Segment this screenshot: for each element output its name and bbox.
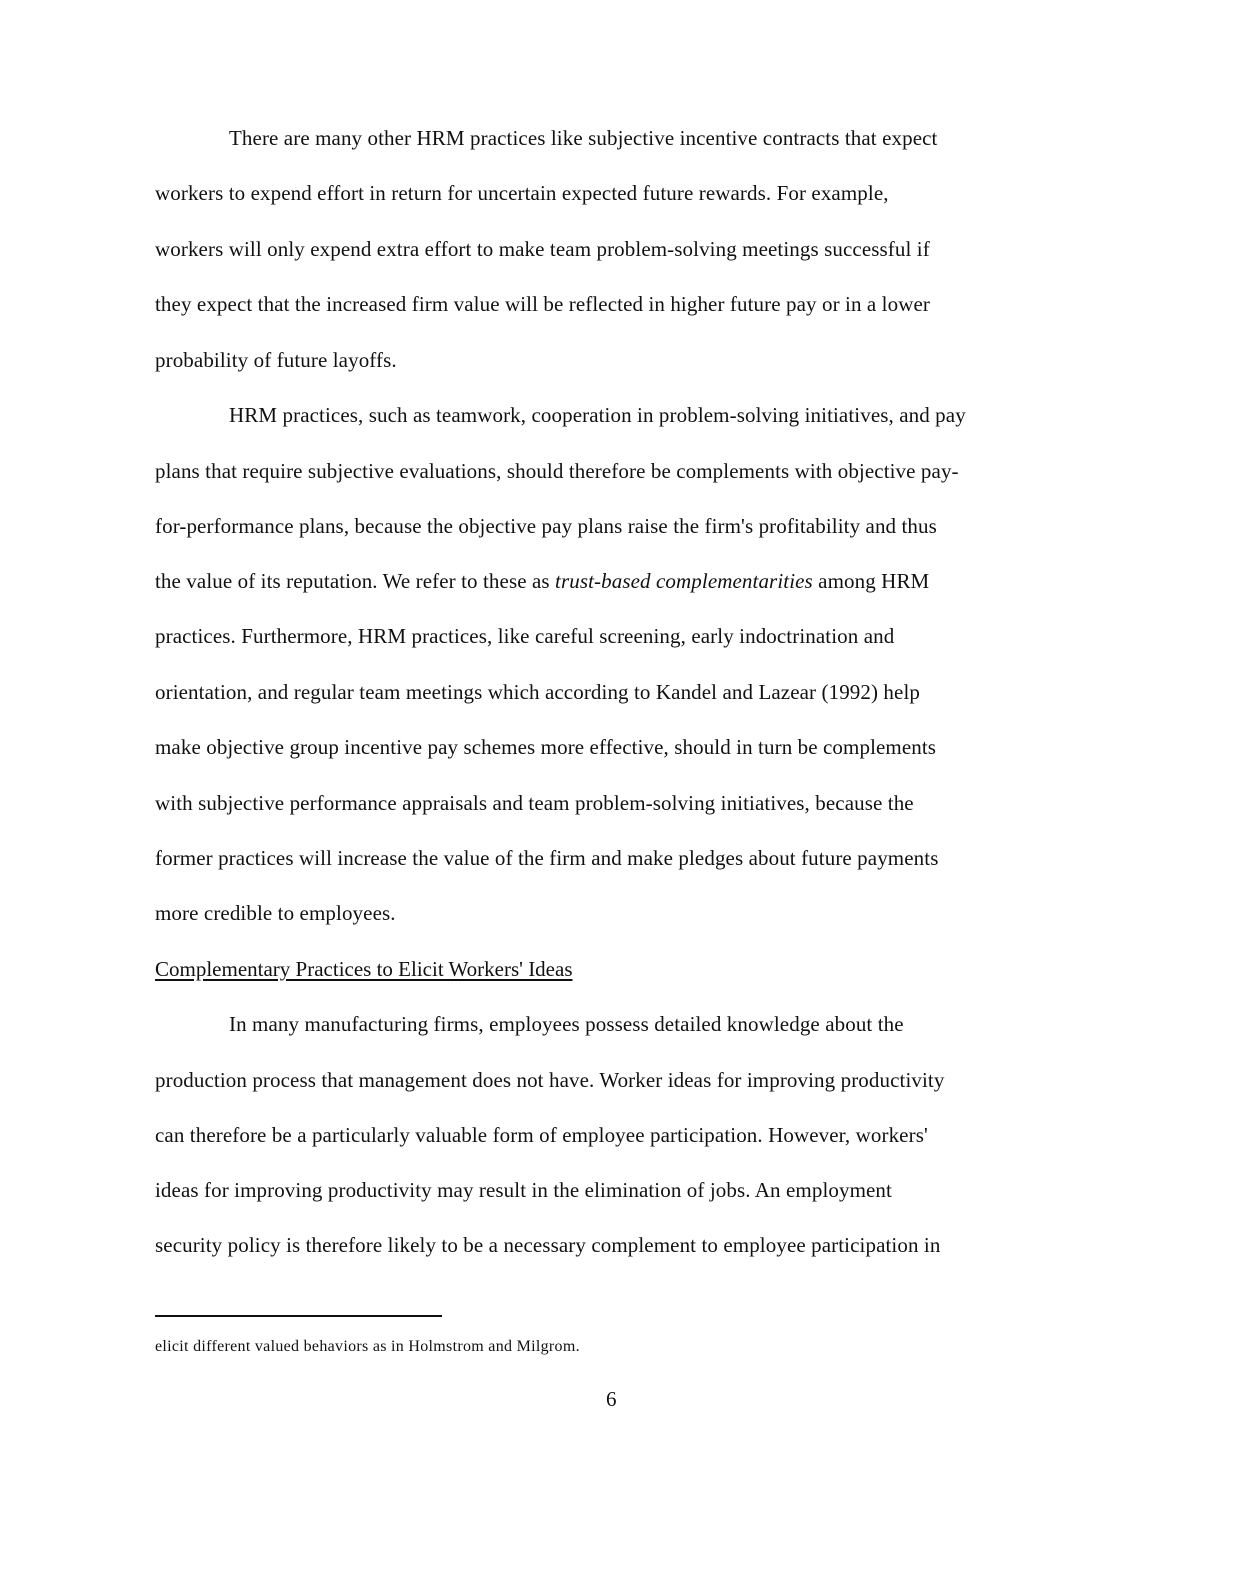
page-number: 6 bbox=[606, 1387, 617, 1411]
paragraph3-line-2: production process that management does not have. Worker ideas for improving productivity bbox=[155, 1068, 945, 1092]
paragraph1-line-5: probability of future layoffs. bbox=[155, 348, 397, 372]
paragraph2-line-9: former practices will increase the value of the firm and make pledges about future payments bbox=[155, 846, 939, 870]
paragraph2-line-8: with subjective performance appraisals and team problem-solving initiatives, because the bbox=[155, 791, 914, 815]
paragraph2-line-10: more credible to employees. bbox=[155, 901, 396, 925]
paragraph2-line-5: practices. Furthermore, HRM practices, like careful screening, early indoctrination and bbox=[155, 624, 895, 648]
paragraph2-line-6: orientation, and regular team meetings which according to Kandel and Lazear (1992) help bbox=[155, 680, 920, 704]
paragraph1-line-3: workers will only expend extra effort to make team problem-solving meetings successful if bbox=[155, 237, 930, 261]
footnote-text: elicit different valued behaviors as in Holmstrom and Milgrom. bbox=[155, 1338, 580, 1355]
paragraph1-line-4: they expect that the increased firm value will be reflected in higher future pay or in a lower bbox=[155, 292, 930, 316]
paragraph2-line-7: make objective group incentive pay schemes more effective, should in turn be complements bbox=[155, 735, 937, 759]
paragraph2-line-2: plans that require subjective evaluations, should therefore be complements with objective pay- bbox=[155, 459, 959, 483]
paragraph3-line-4: ideas for improving productivity may result in the elimination of jobs. An employment bbox=[155, 1178, 892, 1202]
paragraph1-line-2: workers to expend effort in return for uncertain expected future rewards. For example, bbox=[155, 181, 889, 205]
paragraph3-line-1: In many manufacturing firms, employees possess detailed knowledge about the bbox=[229, 1012, 904, 1036]
paragraph2-line-4-end: among HRM bbox=[812, 569, 930, 593]
section-heading: Complementary Practices to Elicit Workers' Ideas bbox=[155, 957, 573, 981]
paragraph2-line-4 bbox=[155, 567, 929, 595]
paragraph2-line-4-start: the value of its reputation. We refer to these as bbox=[155, 569, 556, 593]
paragraph3-line-3: can therefore be a particularly valuable form of employee participation. However, workers' bbox=[155, 1123, 928, 1147]
paragraph2-line-1: HRM practices, such as teamwork, cooperation in problem-solving initiatives, and pay bbox=[229, 403, 966, 427]
paragraph2-line-3: for-performance plans, because the objective pay plans raise the firm's profitability and thus bbox=[155, 514, 937, 538]
paragraph1-line-1: There are many other HRM practices like subjective incentive contracts that expect bbox=[229, 126, 938, 150]
footnote-divider bbox=[155, 1315, 442, 1317]
paragraph3-line-5: security policy is therefore likely to be a necessary complement to employee participation in bbox=[155, 1233, 941, 1257]
italic-term: trust-based complementarities bbox=[555, 569, 813, 593]
